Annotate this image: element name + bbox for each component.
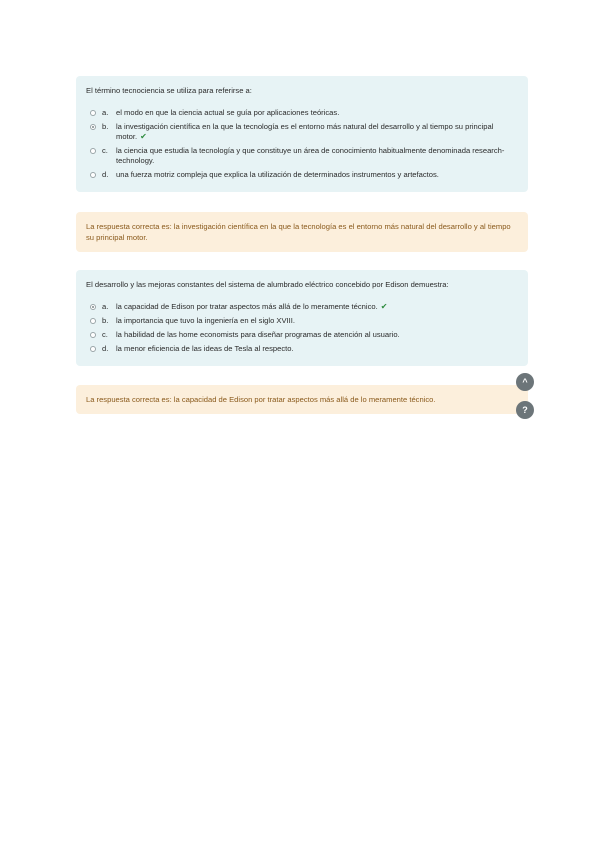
question-1 bbox=[76, 76, 528, 192]
radio-icon[interactable] bbox=[90, 318, 96, 324]
answer-2d[interactable] bbox=[86, 344, 518, 354]
answer-letter: b. bbox=[102, 122, 109, 131]
answer-text: la importancia que tuvo la ingeniería en el siglo XVIII. bbox=[116, 316, 295, 325]
checkmark-icon: ✔ bbox=[140, 132, 147, 141]
answer-text: la ciencia que estudia la tecnología y que constituye un área de conocimiento habitualmente denominada research-technology. bbox=[116, 146, 505, 165]
answer-letter: b. bbox=[102, 316, 109, 325]
radio-icon[interactable] bbox=[90, 110, 96, 116]
answer-text-content: la capacidad de Edison por tratar aspectos más allá de lo meramente técnico. bbox=[116, 302, 378, 311]
answer-text: una fuerza motriz compleja que explica la utilización de determinados instrumentos y artefactos. bbox=[116, 170, 439, 179]
answer-2c[interactable] bbox=[86, 330, 518, 340]
radio-checked-icon[interactable] bbox=[90, 304, 96, 310]
feedback-2: La respuesta correcta es: la capacidad de Edison por tratar aspectos más allá de lo meramente técnico. bbox=[76, 385, 528, 414]
answer-text bbox=[116, 302, 518, 312]
answer-letter: d. bbox=[102, 170, 109, 179]
feedback-1: La respuesta correcta es: la investigación científica en la que la tecnología es el entorno más natural del desarrollo y al tiempo su principal motor. bbox=[76, 212, 528, 252]
radio-icon[interactable] bbox=[90, 172, 96, 178]
help-button[interactable] bbox=[516, 401, 534, 419]
radio-icon[interactable] bbox=[90, 346, 96, 352]
radio-icon[interactable] bbox=[90, 148, 96, 154]
answer-1d[interactable] bbox=[86, 170, 518, 180]
answer-1a[interactable] bbox=[86, 108, 518, 118]
answer-1b[interactable] bbox=[86, 122, 518, 142]
answer-text: la habilidad de las home economists para diseñar programas de atención al usuario. bbox=[116, 330, 400, 339]
answer-text-content: la investigación científica en la que la tecnología es el entorno más natural del desarrollo y al tiempo su principal motor. bbox=[116, 122, 494, 141]
answer-1c[interactable] bbox=[86, 146, 518, 166]
answer-text: el modo en que la ciencia actual se guía por aplicaciones teóricas. bbox=[116, 108, 340, 117]
question-icon: ? bbox=[522, 405, 528, 415]
question-2 bbox=[76, 270, 528, 366]
answer-letter: a. bbox=[102, 302, 109, 311]
answer-2b[interactable] bbox=[86, 316, 518, 326]
radio-checked-icon[interactable] bbox=[90, 124, 96, 130]
answer-letter: d. bbox=[102, 344, 109, 353]
question-2-text: El desarrollo y las mejoras constantes del sistema de alumbrado eléctrico concebido por Edison demuestra: bbox=[86, 280, 449, 289]
answer-text: la menor eficiencia de las ideas de Tesla al respecto. bbox=[116, 344, 294, 353]
scroll-up-button[interactable] bbox=[516, 373, 534, 391]
question-1-text: El término tecnociencia se utiliza para referirse a: bbox=[86, 86, 252, 95]
chevron-up-icon: ^ bbox=[522, 377, 528, 387]
answer-letter: a. bbox=[102, 108, 109, 117]
answer-text bbox=[116, 122, 518, 142]
answer-2a[interactable] bbox=[86, 302, 518, 312]
radio-icon[interactable] bbox=[90, 332, 96, 338]
answer-letter: c. bbox=[102, 146, 108, 155]
checkmark-icon: ✔ bbox=[380, 302, 388, 311]
answer-letter: c. bbox=[102, 330, 108, 339]
